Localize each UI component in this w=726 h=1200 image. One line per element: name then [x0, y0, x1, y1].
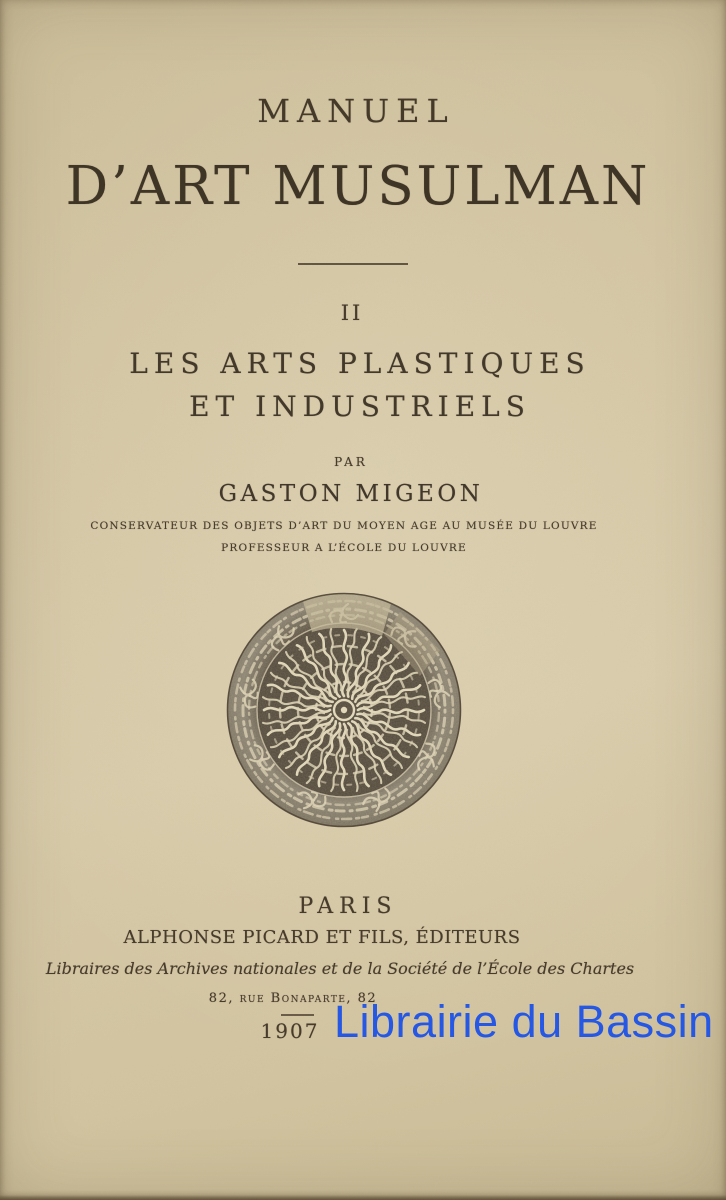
author-name: GASTON MIGEON	[218, 481, 484, 507]
page-bottom-edge	[0, 1195, 726, 1200]
imprint-city: PARIS	[298, 894, 398, 919]
author-credential-1: CONSERVATEUR DES OBJETS D’ART DU MOYEN AGE AU MUSÉE DU LOUVRE	[90, 520, 598, 532]
publisher-name: ALPHONSE PICARD ET FILS, ÉDITEURS	[123, 927, 521, 948]
publisher-role: Libraires des Archives nationales et de la Société de l’École des Chartes	[45, 959, 635, 978]
islamic-medallion-engraving	[224, 590, 464, 830]
byline-label: PAR	[334, 455, 368, 469]
title-divider-rule	[298, 263, 408, 265]
main-title: D’ART MUSULMAN	[65, 156, 651, 217]
publication-year: 1907	[260, 1019, 320, 1043]
subtitle-line-1: LES ARTS PLASTIQUES	[129, 347, 591, 380]
year-divider-rule	[281, 1014, 314, 1016]
volume-numeral: II	[340, 301, 364, 325]
author-credential-2: PROFESSEUR A L’ÉCOLE DU LOUVRE	[221, 542, 467, 554]
publisher-address: 82, rue Bonaparte, 82	[208, 991, 378, 1006]
subtitle-line-2: ET INDUSTRIELS	[189, 390, 531, 423]
bookseller-watermark: Librairie du Bassin	[334, 996, 714, 1047]
series-title: MANUEL	[257, 92, 455, 130]
